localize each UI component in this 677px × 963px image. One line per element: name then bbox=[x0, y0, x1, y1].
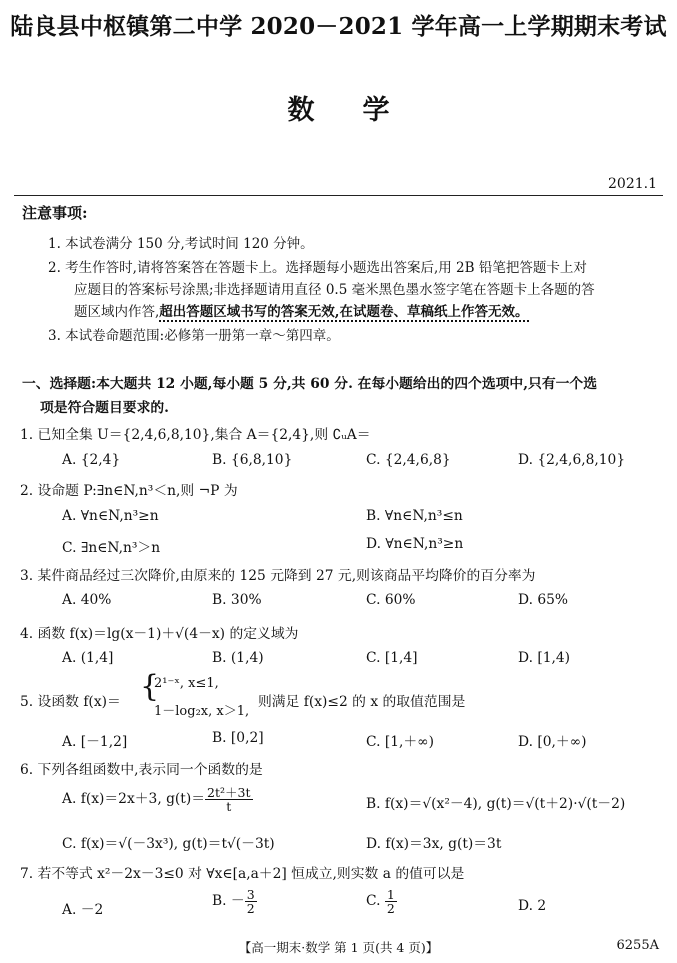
q7-b-denominator: 2 bbox=[246, 901, 255, 917]
notice-emphasis: 超出答题区域书写的答案无效,在试题卷、草稿纸上作答无效。 bbox=[159, 304, 529, 320]
q7-b-fraction bbox=[245, 888, 257, 915]
q7-b-numerator: 3 bbox=[246, 887, 255, 902]
q6-option-a bbox=[62, 786, 253, 813]
q5-option-c: C. [1,＋∞) bbox=[366, 734, 435, 750]
q3-option-b: B. 30% bbox=[212, 592, 262, 608]
notice-item-2-cont: 应题目的答案标号涂黑;非选择题请用直径 0.5 毫米黑色墨水签字笔在答题卡上各题的答 bbox=[74, 282, 595, 298]
question-5-stem-pre: 5. 设函数 f(x)＝ bbox=[20, 694, 121, 710]
exam-title: 陆良县中枢镇第二中学 2020－2021 学年高一上学期期末考试 bbox=[10, 13, 667, 40]
q1-option-c: C. {2,4,6,8} bbox=[366, 452, 451, 468]
q7-option-c-text: C. bbox=[366, 893, 381, 910]
question-7-stem: 7. 若不等式 x²－2x－3≤0 对 ∀x∈[a,a＋2] 恒成立,则实数 a 的值可以是 bbox=[20, 866, 465, 882]
notice-item-2: 2. 考生作答时,请将答案答在答题卡上。选择题每小题选出答案后,用 2B 铅笔把答题卡上对 bbox=[48, 260, 587, 276]
notice-heading: 注意事项: bbox=[22, 204, 88, 222]
q6-fraction bbox=[205, 786, 252, 813]
notice-item-3: 3. 本试卷命题范围:必修第一册第一章～第四章。 bbox=[48, 328, 340, 344]
q1-option-a: A. {2,4} bbox=[62, 452, 121, 468]
notice-item-2-tail: 题区域内作答, bbox=[74, 304, 160, 320]
page-footer: 【高一期末·数学 第 1 页(共 4 页)】 bbox=[238, 940, 439, 955]
section-1-heading: 一、选择题:本大题共 12 小题,每小题 5 分,共 60 分. 在每小题给出的四个选项中,只有一个选 bbox=[22, 376, 598, 392]
q6-option-d: D. f(x)＝3x, g(t)＝3t bbox=[366, 836, 502, 852]
q5-option-d: D. [0,＋∞) bbox=[518, 734, 587, 750]
question-5-stem-post: 则满足 f(x)≤2 的 x 的取值范围是 bbox=[258, 694, 466, 710]
q5-option-b: B. [0,2] bbox=[212, 730, 264, 746]
q2-option-a: A. ∀n∈N,n³≥n bbox=[62, 508, 159, 524]
q4-option-b: B. (1,4) bbox=[212, 650, 264, 666]
q7-c-fraction bbox=[385, 888, 397, 915]
section-1-heading-cont: 项是符合题目要求的. bbox=[40, 400, 169, 416]
question-3-stem: 3. 某件商品经过三次降价,由原来的 125 元降到 27 元,则该商品平均降价的百分率为 bbox=[20, 568, 536, 584]
exam-date: 2021.1 bbox=[608, 176, 657, 192]
q4-option-d: D. [1,4) bbox=[518, 650, 571, 666]
q4-option-a: A. (1,4] bbox=[62, 650, 114, 666]
q2-option-d: D. ∀n∈N,n³≥n bbox=[366, 536, 464, 552]
q6-option-b: B. f(x)＝√(x²－4), g(t)＝√(t＋2)·√(t－2) bbox=[366, 796, 626, 812]
notice-item-2-cont2 bbox=[74, 300, 529, 320]
q5-case-1: 2¹⁻ˣ, x≤1, bbox=[154, 676, 219, 691]
q3-option-c: C. 60% bbox=[366, 592, 416, 608]
notice-item-1: 1. 本试卷满分 150 分,考试时间 120 分钟。 bbox=[48, 236, 314, 252]
q7-option-c bbox=[366, 888, 397, 915]
q6-fraction-denominator: t bbox=[226, 799, 232, 815]
q3-option-d: D. 65% bbox=[518, 592, 569, 608]
q2-option-c: C. ∃n∈N,n³＞n bbox=[62, 540, 161, 556]
q2-option-b: B. ∀n∈N,n³≤n bbox=[366, 508, 463, 524]
q7-option-d: D. 2 bbox=[518, 898, 547, 914]
q7-c-numerator: 1 bbox=[386, 887, 395, 902]
question-6-stem: 6. 下列各组函数中,表示同一个函数的是 bbox=[20, 762, 263, 778]
q5-option-a: A. [－1,2] bbox=[62, 734, 128, 750]
q4-option-c: C. [1,4] bbox=[366, 650, 418, 666]
question-2-stem: 2. 设命题 P:∃n∈N,n³＜n,则 ¬P 为 bbox=[20, 483, 238, 499]
q6-option-a-text: A. f(x)＝2x＋3, g(t)＝ bbox=[62, 791, 206, 808]
piecewise-brace: { bbox=[140, 669, 160, 704]
q5-case-2: 1－log₂x, x＞1, bbox=[154, 704, 250, 719]
q6-option-c: C. f(x)＝√(－3x³), g(t)＝t√(－3t) bbox=[62, 836, 275, 852]
q7-option-b-text: B. － bbox=[212, 893, 245, 910]
q3-option-a: A. 40% bbox=[62, 592, 112, 608]
q1-option-d: D. {2,4,6,8,10} bbox=[518, 452, 626, 468]
subject-title: 数学 bbox=[287, 95, 438, 126]
question-1-stem: 1. 已知全集 U＝{2,4,6,8,10},集合 A＝{2,4},则 ∁ᵤA＝ bbox=[20, 427, 371, 443]
exam-code: 6255A bbox=[616, 938, 659, 953]
header-divider bbox=[14, 195, 663, 196]
question-4-stem: 4. 函数 f(x)＝lg(x－1)＋√(4－x) 的定义域为 bbox=[20, 626, 299, 642]
q7-c-denominator: 2 bbox=[386, 901, 395, 917]
q1-option-b: B. {6,8,10} bbox=[212, 452, 293, 468]
q7-option-b bbox=[212, 888, 257, 915]
q6-fraction-numerator: 2t²＋3t bbox=[207, 785, 251, 800]
q7-option-a: A. －2 bbox=[62, 902, 104, 918]
